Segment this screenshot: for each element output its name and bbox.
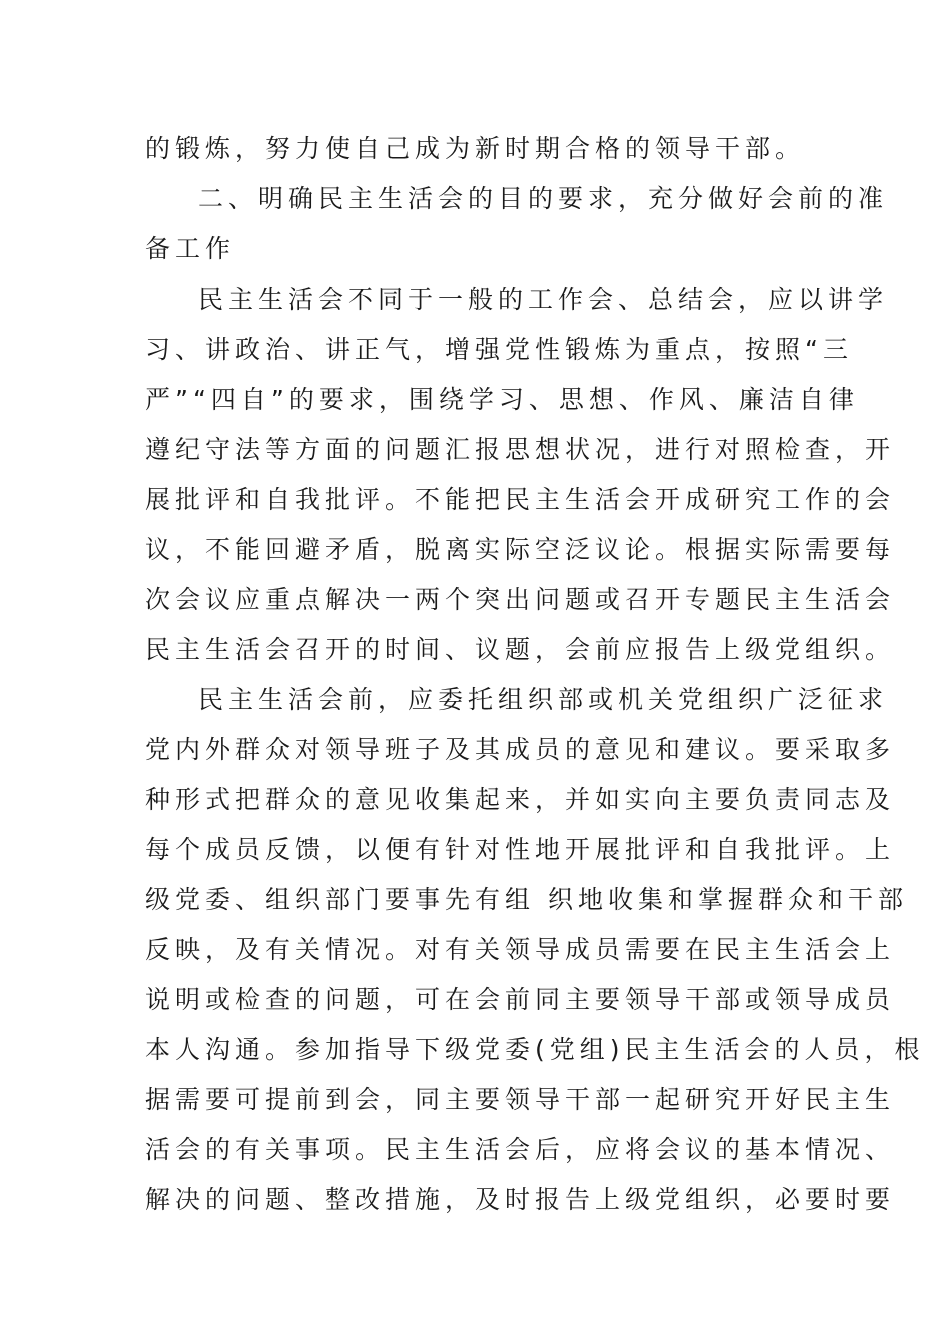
text-line: 说明或检查的问题，可在会前同主要领导干部或领导成员 <box>145 985 896 1014</box>
text-line: 种形式把群众的意见收集起来，并如实向主要负责同志及 <box>145 785 896 814</box>
text-line: 活会的有关事项。民主生活会后，应将会议的基本情况、 <box>145 1135 896 1164</box>
text-line: 每个成员反馈，以便有针对性地开展批评和自我批评。上 <box>145 835 896 864</box>
section-heading-continued: 备工作 <box>145 234 236 263</box>
text-line: 解决的问题、整改措施，及时报告上级党组织，必要时要 <box>145 1185 896 1214</box>
text-line: 严”“四自”的要求，围绕学习、思想、作风、廉洁自律 <box>145 385 859 414</box>
text-line: 据需要可提前到会，同主要领导干部一起研究开好民主生 <box>145 1085 896 1114</box>
text-line: 级党委、组织部门要事先有组 织地收集和掌握群众和干部 <box>145 885 908 914</box>
text-line: 习、讲政治、讲正气，增强党性锻炼为重点，按照“三 <box>145 335 853 364</box>
text-line: 遵纪守法等方面的问题汇报思想状况，进行对照检查，开 <box>145 435 896 464</box>
text-line: 反映，及有关情况。对有关领导成员需要在民主生活会上 <box>145 935 896 964</box>
text-line: 的锻炼，努力使自己成为新时期合格的领导干部。 <box>145 134 806 163</box>
text-line: 展批评和自我批评。不能把民主生活会开成研究工作的会 <box>145 485 896 514</box>
text-line: 本人沟通。参加指导下级党委(党组)民主生活会的人员，根 <box>145 1035 925 1064</box>
section-heading: 二、明确民主生活会的目的要求，充分做好会前的准 <box>198 184 889 213</box>
text-line: 党内外群众对领导班子及其成员的意见和建议。要采取多 <box>145 735 896 764</box>
text-line: 议，不能回避矛盾，脱离实际空泛议论。根据实际需要每 <box>145 535 896 564</box>
text-line: 民主生活会不同于一般的工作会、总结会，应以讲学 <box>198 285 889 314</box>
text-line: 次会议应重点解决一两个突出问题或召开专题民主生活会 <box>145 585 896 614</box>
text-line: 民主生活会前，应委托组织部或机关党组织广泛征求 <box>198 685 889 714</box>
text-line: 民主生活会召开的时间、议题，会前应报告上级党组织。 <box>145 635 896 664</box>
